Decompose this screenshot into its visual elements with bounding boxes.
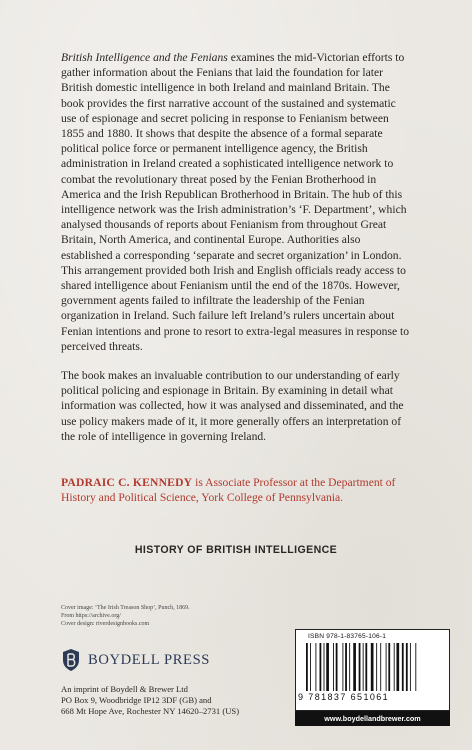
cover-credits (61, 604, 281, 628)
credit-line-source: From https://archive.org/ (61, 613, 121, 619)
imprint-line-1: An imprint of Boydell & Brewer Ltd (61, 684, 188, 694)
imprint-line-2: PO Box 9, Woodbridge IP12 3DF (GB) and (61, 695, 212, 706)
credit-line-design: Cover design: riverdesignbooks.com (61, 621, 150, 627)
imprint-address (61, 684, 291, 718)
isbn-barcode (295, 629, 450, 711)
author-name: PADRAIC C. KENNEDY (61, 476, 193, 489)
author-bio-text: is Associate Professor at the Department of History and Political Science, York College of Pennsylvania. (61, 476, 396, 505)
imprint-line-3: 668 Mt Hope Ave, Rochester NY 14620–2731 (US) (61, 706, 240, 717)
boydell-shield-icon (61, 648, 81, 672)
back-cover-blurb (61, 50, 413, 458)
blurb-paragraph-2: The book makes an invaluable contribution to our understanding of early political policing and espionage in Britain. By examining in detail what information was collected, how it was analysed and disseminated, and the use policy makers made of it, it more generally offers an interpretation of the role of intelligence in governing Ireland. (61, 369, 404, 443)
publisher-logo (61, 647, 210, 673)
blurb-paragraph-1-text: examines the mid-Victorian efforts to gather information about the Fenians that laid the foundation for later British domestic intelligence in both Ireland and mainland Britain. The book provides the first narrative account of the sustained and systematic use of espionage and secret policing in response to Fenianism between 1855 and 1880. It shows that despite the absence of a formal separate political police force or permanent intelligence agency, the British administration in Ireland created a sophisticated intelligence network to combat the revolutionary threat posed by the Fenian Brotherhood in America and the Irish Republican Brotherhood in Britain. The hub of this intelligence network was the Irish administration’s ‘F. Department’, which analysed thousands of reports about Fenianism from throughout Great Britain, North America, and continental Europe. Authorities also established a corresponding ‘separate and secret organization’ in London. This arrangement provided both Irish and English officials ready access to shared intelligence about Fenianism until the end of the 1870s. However, government agents failed to infiltrate the leadership of the Fenian organization in Ireland. Such failure left Ireland’s rulers uncertain about Fenian intentions and prone to resort to extra-legal measures in response to perceived threats. (61, 51, 410, 353)
publisher-website: www.boydellandbrewer.com (295, 711, 450, 726)
isbn-label: ISBN 978-1-83765-106-1 (308, 633, 387, 640)
barcode-bars (300, 643, 445, 691)
blurb-paragraph-1 (61, 50, 413, 354)
publisher-name: BOYDELL PRESS (88, 651, 210, 668)
credit-line-image: Cover image: ‘The Irish Treason Shop’, Punch, 1869. (61, 605, 190, 611)
barcode-digits: 9 781837 651061 (298, 692, 390, 702)
author-bio (61, 475, 413, 505)
series-title: HISTORY OF BRITISH INTELLIGENCE (134, 544, 338, 556)
book-title: British Intelligence and the Fenians (61, 51, 228, 64)
